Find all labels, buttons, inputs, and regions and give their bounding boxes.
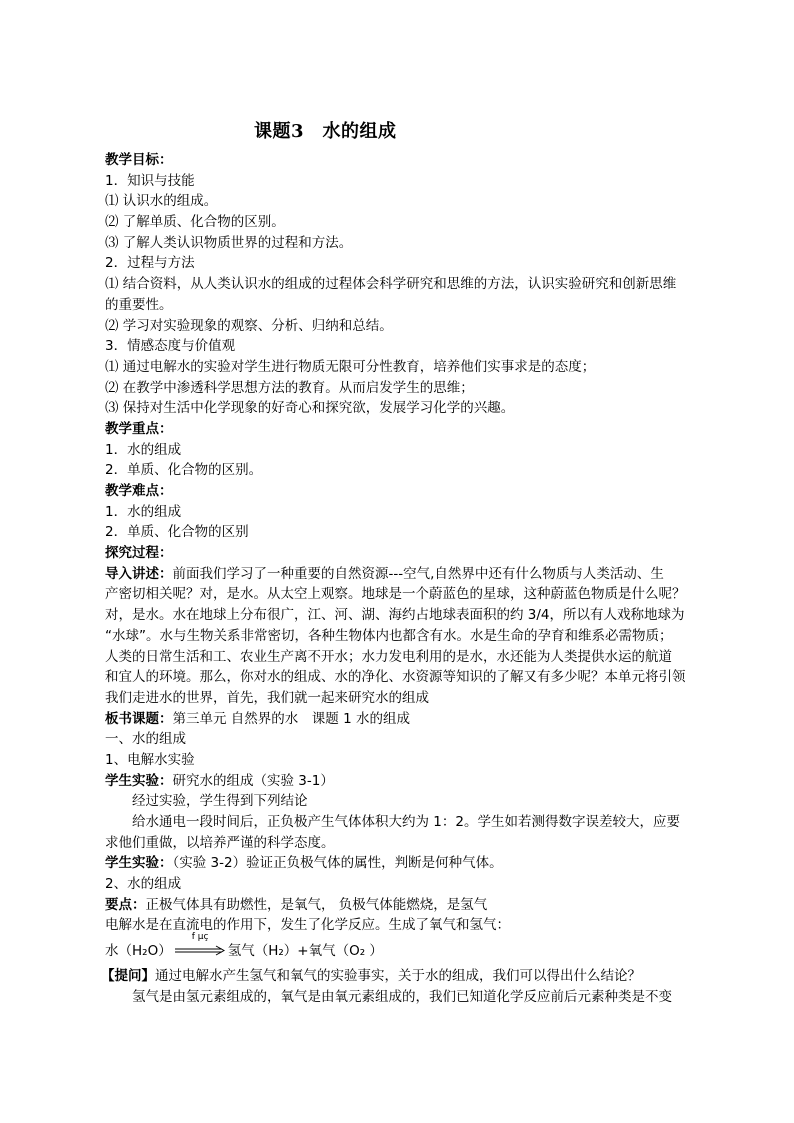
inline-label: 导入讲述：	[105, 565, 173, 582]
text-line: 经过实验，学生得到下列结论	[132, 793, 308, 810]
text-line	[105, 771, 705, 792]
equation-reactant: 水（H₂O）	[105, 943, 172, 960]
inline-text: 正极气体具有助燃性，是氧气， 负极气体能燃烧，是氢气	[145, 896, 488, 913]
text-line: 我们走进水的世界，首先，我们就一起来研究水的组成	[105, 689, 429, 706]
text-line: 1．知识与技能	[105, 172, 195, 189]
text-line: 的重要性。	[105, 296, 173, 313]
inline-text: 研究水的组成（实验 3-1）	[172, 772, 334, 789]
text-line: 电解水是在直流电的作用下，发生了化学反应。生成了氧气和氢气：	[105, 917, 510, 934]
inline-text: 通过电解水产生氢气和氧气的实验事实，关于水的组成，我们可以得出什么结论？	[155, 968, 641, 985]
text-line: 产密切相关呢？对，是水。从太空上观察。地球是一个蔚蓝色的星球，这种蔚蓝色物质是什么呢？	[105, 586, 686, 603]
text-line: 对，是水。水在地球上分布很广，江、河、湖、海约占地球表面积的约 3/4，所以有人戏称地球为	[105, 607, 685, 624]
text-line: 3．情感态度与价值观	[105, 338, 236, 355]
reaction-condition: f μç	[191, 932, 209, 943]
inline-text: 第三单元 自然界的水 课题 1 水的组成	[172, 710, 410, 727]
text-line: “水球”。水与生物关系非常密切，各种生物体内也都含有水。水是生命的孕育和维系必需物质；	[105, 627, 673, 644]
text-line	[105, 564, 705, 585]
text-line	[105, 709, 705, 730]
text-line: 2．单质、化合物的区别	[105, 524, 249, 541]
section-heading: 探究过程：	[105, 545, 173, 562]
inline-label: 板书课题：	[105, 710, 173, 727]
section-heading: 教学重点：	[105, 420, 173, 437]
inline-label: 【提问】	[101, 968, 155, 985]
text-line	[101, 966, 705, 987]
page-title: 课题3 水的组成	[254, 121, 397, 142]
text-line: 求他们重做，以培养严谨的科学态度。	[105, 834, 335, 851]
document-body	[101, 150, 705, 1008]
inline-label: 要点：	[105, 896, 146, 913]
text-line: 1．水的组成	[105, 441, 182, 458]
text-line: 氢气是由氢元素组成的，氧气是由氧元素组成的，我们已知道化学反应前后元素种类是不变	[132, 988, 672, 1005]
text-line: 2．单质、化合物的区别。	[105, 462, 263, 479]
text-line	[105, 853, 705, 874]
inline-text: 前面我们学习了一种重要的自然资源---空气,自然界中还有什么物质与人类活动、生	[172, 565, 664, 582]
text-line: 1、电解水实验	[105, 751, 195, 768]
text-line: 人类的日常生活和工、农业生产离不开水；水力发电利用的是水，水还能为人类提供水运的航道	[105, 648, 672, 665]
text-line: ⑴ 通过电解水的实验对学生进行物质无限可分性教育，培养他们实事求是的态度；	[105, 358, 596, 375]
equation-products: 氢气（H₂）+氧气（O₂ ）	[227, 943, 383, 960]
inline-text: （实验 3-2）验证正负极气体的属性，判断是何种气体。	[172, 855, 503, 872]
inline-label: 学生实验：	[105, 855, 173, 872]
section-heading: 教学目标：	[105, 152, 173, 168]
text-line: 和宜人的环境。那么，你对水的组成、水的净化、水资源等知识的了解又有多少呢？本单元将引领	[105, 669, 686, 686]
text-line: ⑵ 在教学中渗透科学思想方法的教育。从而启发学生的思维；	[105, 379, 474, 396]
reaction-arrow-icon	[174, 932, 226, 958]
text-line: 给水通电一段时间后，正负极产生气体体积大约为 1：2。学生如若测得数字误差较大，应要	[132, 814, 680, 830]
text-line: ⑶ 了解人类认识物质世界的过程和方法。	[105, 234, 353, 251]
inline-label: 学生实验：	[105, 772, 173, 789]
section-heading: 教学难点：	[105, 483, 173, 499]
text-line: 2、水的组成	[105, 876, 182, 893]
text-line: ⑵ 了解单质、化合物的区别。	[105, 214, 285, 231]
text-line: ⑵ 学习对实验现象的观察、分析、归纳和总结。	[105, 317, 393, 334]
text-line	[105, 895, 705, 916]
text-line: 1．水的组成	[105, 503, 182, 520]
reaction-equation	[105, 932, 705, 966]
text-line: ⑴ 认识水的组成。	[105, 193, 218, 210]
text-line: 2．过程与方法	[105, 255, 195, 272]
text-line: ⑶ 保持对生活中化学现象的好奇心和探究欲，发展学习化学的兴趣。	[105, 400, 515, 417]
text-line: 一、水的组成	[105, 731, 186, 748]
text-line: ⑴ 结合资料，从人类认识水的组成的过程体会科学研究和思维的方法，认识实验研究和创新思维	[105, 276, 677, 293]
